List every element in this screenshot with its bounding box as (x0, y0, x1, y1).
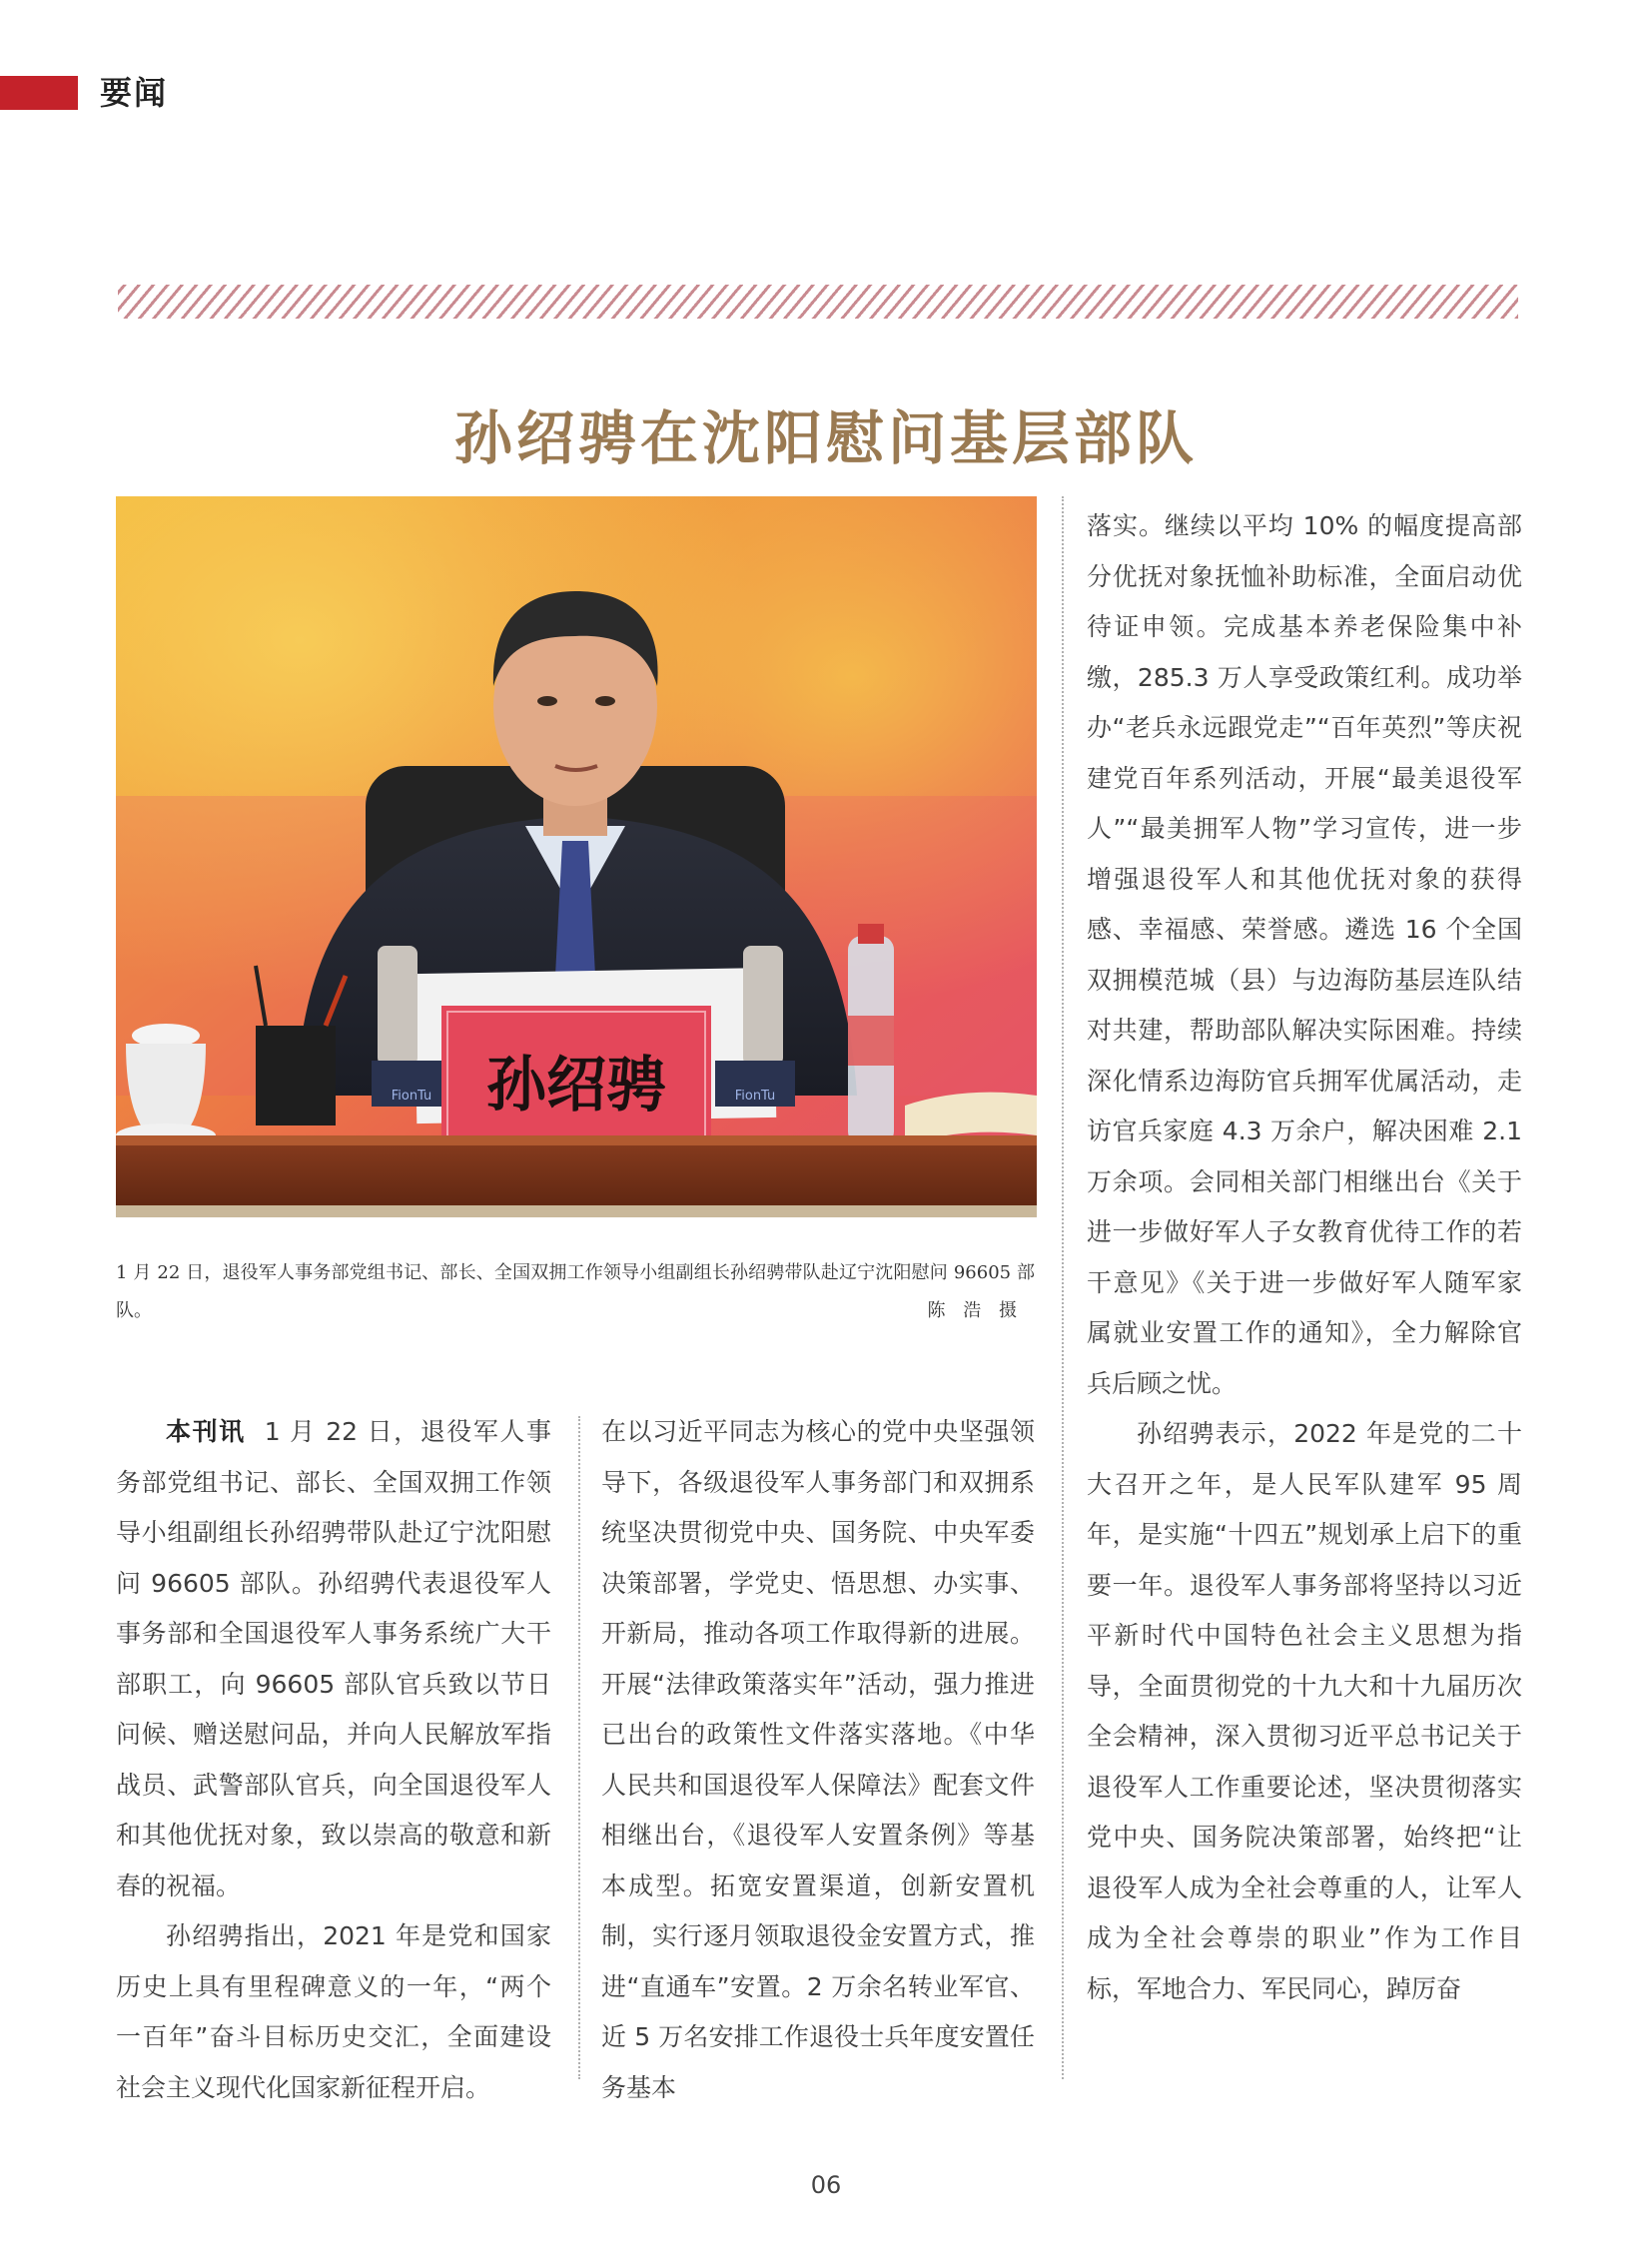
column-divider (1062, 496, 1064, 2079)
column-divider (578, 1416, 580, 2079)
caption-text: 1 月 22 日，退役军人事务部党组书记、部长、全国双拥工作领导小组副组长孙绍骋带队赴辽宁沈阳慰问 96605 部队。 (116, 1262, 1035, 1321)
decorative-hatch-band (118, 285, 1518, 319)
microphone-brand-left: FionTu (391, 1089, 432, 1104)
article-photo (116, 496, 1037, 1217)
section-marker (0, 76, 78, 110)
page-number: 06 (810, 2171, 842, 2199)
article-column-3 (1087, 501, 1522, 2014)
photo-credit: 陈 浩 摄 (927, 1300, 1023, 1321)
article-column-1 (116, 1407, 551, 2113)
paragraph (116, 1407, 551, 1911)
paragraph-text: 1 月 22 日，退役军人事务部党组书记、部长、全国双拥工作领导小组副组长孙绍骋带队赴辽宁沈阳慰问 96605 部队。孙绍骋代表退役军人事务部和全国退役军人事务系统广大干部职工，向 96605 部队官兵致以节日问候、赠送慰问品，并向人民解放军指战员、武警部队官兵，向全国退役军人和其他优抚对象，致以崇高的敬意和新春的祝福。 (116, 1417, 551, 1900)
paragraph: 孙绍骋表示，2022 年是党的二十大召开之年，是人民军队建军 95 周年，是实施“十四五”规划承上启下的重要一年。退役军人事务部将坚持以习近平新时代中国特色社会主义思想为指导，全面贯彻党的十九大和十九届历次全会精神，深入贯彻习近平总书记关于退役军人工作重要论述，坚决贯彻落实党中央、国务院决策部署，始终把“让退役军人成为全社会尊重的人，让军人成为全社会尊崇的职业”作为工作目标，军地合力、军民同心，踔厉奋 (1087, 1419, 1522, 2003)
microphone-brand-right: FionTu (734, 1089, 776, 1104)
section-label: 要闻 (100, 74, 169, 112)
paragraph: 孙绍骋指出，2021 年是党和国家历史上具有里程碑意义的一年，“两个一百年”奋斗目标历史交汇，全面建设社会主义现代化国家新征程开启。 (116, 1921, 551, 2102)
article-title: 孙绍骋在沈阳慰问基层部队 (453, 403, 1198, 472)
article-column-2 (601, 1407, 1035, 2113)
nameplate-text: 孙绍骋 (486, 1051, 666, 1120)
paragraph: 在以习近平同志为核心的党中央坚强领导下，各级退役军人事务部门和双拥系统坚决贯彻党中央、国务院、中央军委决策部署，学党史、悟思想、办实事、开新局，推动各项工作取得新的进展。开展“法律政策落实年”活动，强力推进已出台的政策性文件落实落地。《中华人民共和国退役军人保障法》配套文件相继出台，《退役军人安置条例》等基本成型。拓宽安置渠道，创新安置机制，实行逐月领取退役金安置方式，推进“直通车”安置。2 万余名转业军官、近 5 万名安排工作退役士兵年度安置任务基本 (601, 1417, 1035, 2102)
photo-caption (116, 1254, 1035, 1330)
lead-label: 本刊讯 (166, 1417, 246, 1446)
paragraph: 落实。继续以平均 10% 的幅度提高部分优抚对象抚恤补助标准，全面启动优待证申领。完成基本养老保险集中补缴，285.3 万人享受政策红利。成功举办“老兵永远跟党走”“百年英烈”等庆祝建党百年系列活动，开展“最美退役军人”“最美拥军人物”学习宣传，进一步增强退役军人和其他优抚对象的获得感、幸福感、荣誉感。遴选 16 个全国双拥模范城（县）与边海防基层连队结对共建，帮助部队解决实际困难。持续深化情系边海防官兵拥军优属活动，走访官兵家庭 4.3 万余户，解决困难 2.1 万余项。会同相关部门相继出台《关于进一步做好军人子女教育优待工作的若干意见》《关于进一步做好军人随军家属就业安置工作的通知》，全力解除官兵后顾之忧。 (1087, 511, 1522, 1398)
